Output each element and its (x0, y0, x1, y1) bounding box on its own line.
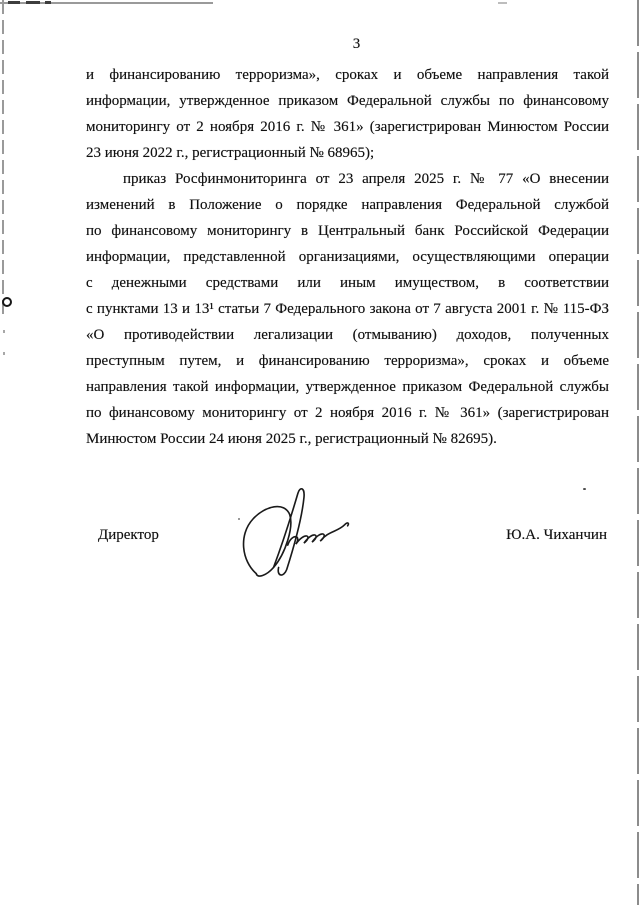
text-line: информации, утвержденное приказом Федеральной службы по финансовому (86, 93, 609, 109)
scan-edge-left-dot (3, 352, 5, 355)
page-number: 3 (352, 36, 361, 52)
text-line: Минюстом России 24 июня 2025 г., регистрационный № 82695). (86, 431, 497, 447)
scan-edge-right-line (637, 0, 639, 905)
text-line: изменений в Положение о порядке направления Федеральной службой (86, 197, 609, 213)
handwritten-signature-icon (240, 484, 372, 586)
text-line: мониторингу от 2 ноября 2016 г. № 361» (зарегистрирован Минюстом России (86, 119, 609, 135)
scan-edge-top-dash (26, 1, 40, 4)
text-line: 23 июня 2022 г., регистрационный № 68965); (86, 145, 375, 161)
text-line: по финансовому мониторингу в Центральный банк Российской Федерации (86, 223, 609, 239)
text-line: с пунктами 13 и 13¹ статьи 7 Федерального закона от 7 августа 2001 г. № 115-ФЗ (86, 301, 609, 317)
signer-role-label: Директор (98, 527, 159, 543)
scan-edge-top-dash (498, 2, 507, 4)
scan-edge-top-dash (45, 1, 51, 4)
text-line: «О противодействии легализации (отмыванию) доходов, полученных (86, 327, 609, 343)
scan-edge-left-line (2, 0, 4, 318)
text-line: с денежными средствами или иным имуществом, в соответствии (86, 275, 609, 291)
scan-edge-left-dot (3, 330, 5, 333)
text-line: по финансовому мониторингу от 2 ноября 2016 г. № 361» (зарегистрирован (86, 405, 609, 421)
text-line: преступным путем, и финансированию терроризма», сроках и объеме (86, 353, 609, 369)
text-line: информации, представленной организациями, осуществляющими операции (86, 249, 609, 265)
scan-edge-top-dash (8, 1, 20, 4)
text-line: направления такой информации, утвержденное приказом Федеральной службы (86, 379, 609, 395)
signer-name: Ю.А. Чиханчин (506, 527, 607, 543)
text-line: и финансированию терроризма», сроках и объеме направления такой (86, 67, 609, 83)
scan-speck (583, 488, 586, 490)
document-body (86, 62, 609, 452)
text-line: приказ Росфинмониторинга от 23 апреля 2025 г. № 77 «О внесении (123, 171, 609, 187)
punch-hole-mark (2, 297, 12, 307)
